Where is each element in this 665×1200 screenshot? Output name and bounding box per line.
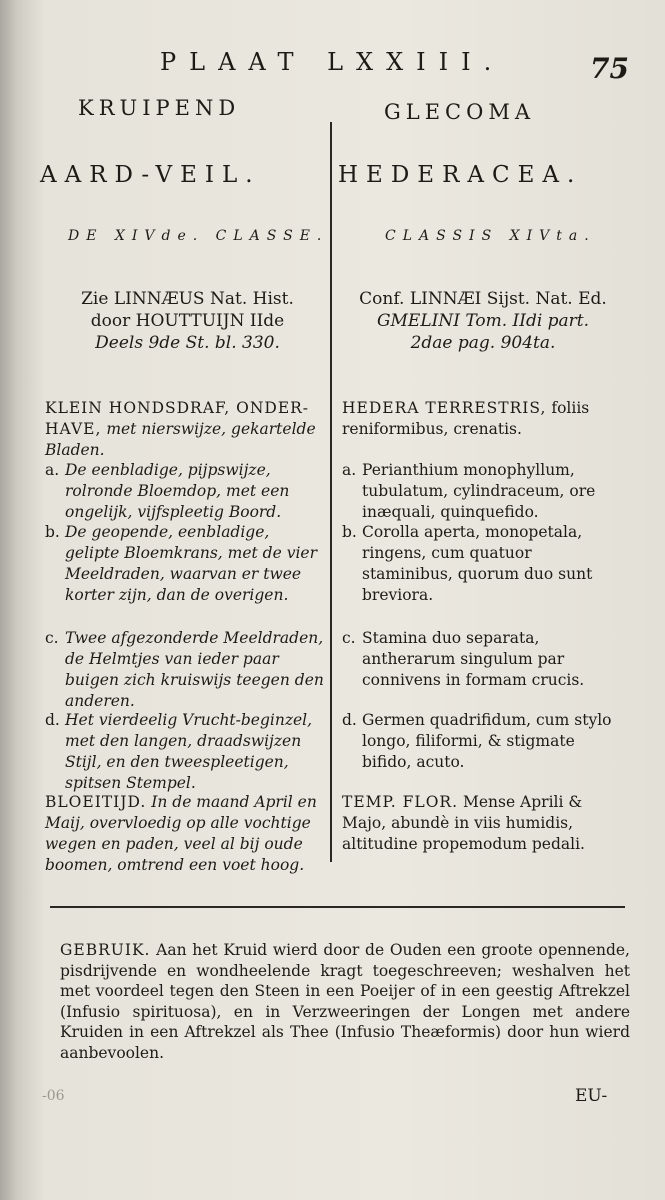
left-item — [45, 710, 325, 794]
item-label: a. — [45, 461, 60, 479]
left-reference-line: door HOUTTUIJN IIde — [90, 311, 285, 331]
item-text: De geopende, eenbladige, gelipte Bloemkrans, met de vier Meeldraden, waarvan er twee korter zijn, dan de overigen. — [65, 523, 317, 604]
right-reference — [338, 288, 628, 354]
left-item — [45, 628, 325, 712]
column-divider — [330, 122, 332, 862]
item-label: a. — [342, 461, 357, 479]
left-reference — [45, 288, 330, 354]
left-reference-line: Deels 9de St. bl. 330. — [95, 333, 280, 353]
item-text: Twee afgezonderde Meeldraden, de Helmtjes van ieder paar buigen zich kruiswijs teegen den anderen. — [65, 629, 324, 710]
bloeitijd-text: In de maand April en Maij, overvloedig op alle vochtige wegen en paden, veel al bij oude boomen, omtrend een voet hoog. — [45, 793, 317, 874]
item-label: c. — [45, 629, 59, 647]
left-item — [45, 522, 325, 606]
item-label: c. — [342, 629, 356, 647]
right-plant-name: HEDERA TERRESTRIS, — [342, 399, 547, 417]
right-item — [342, 460, 627, 523]
item-text: Perianthium monophyllum, tubulatum, cylindraceum, ore inæquali, quinquefido. — [362, 461, 596, 521]
right-title-line2: HEDERACEA. — [338, 162, 583, 188]
gebruik-paragraph — [60, 940, 630, 1063]
bloeitijd-label: BLOEITIJD. — [45, 793, 147, 811]
item-label: b. — [342, 523, 357, 541]
right-item — [342, 710, 627, 773]
item-text: Germen quadrifidum, cum stylo longo, filiformi, & stigmate bifido, acuto. — [362, 711, 612, 771]
right-item — [342, 522, 627, 606]
section-rule — [50, 906, 625, 908]
left-plant-name: KLEIN HONDSDRAF, ONDER-HAVE, — [45, 399, 310, 438]
item-label: d. — [342, 711, 357, 729]
right-description-text: foliis reniformibus, crenatis. — [342, 399, 590, 438]
right-reference-line: 2dae pag. 904ta. — [410, 333, 556, 353]
left-title-line1: KRUIPEND — [78, 96, 241, 120]
right-title-line1: GLECOMA — [384, 100, 536, 124]
left-classe: DE XIVde. CLASSE. — [68, 228, 329, 244]
left-description-text: met nierswijze, gekartelde Bladen. — [45, 420, 316, 459]
left-bloeitijd — [45, 792, 325, 876]
left-item — [45, 460, 325, 523]
right-description — [342, 398, 627, 440]
tempflor-text: Mense Aprili & Majo, abundè in viis humidis, altitudine propemodum pedali. — [342, 793, 585, 853]
tempflor-label: TEMP. FLOR. — [342, 793, 459, 811]
right-reference-line: Conf. LINNÆI Sijst. Nat. Ed. — [359, 289, 607, 309]
item-text: Corolla aperta, monopetala, ringens, cum quatuor staminibus, quorum duo sunt breviora. — [362, 523, 593, 604]
item-text: De eenbladige, pijpswijze, rolronde Bloemdop, met een ongelijk, vijfspleetig Boord. — [65, 461, 290, 521]
item-label: d. — [45, 711, 60, 729]
left-title-line2: AARD-VEIL. — [40, 162, 261, 188]
item-text: Stamina duo separata, antherarum singulum par connivens in formam crucis. — [362, 629, 585, 689]
running-title: PLAAT LXXIII. — [160, 48, 505, 76]
item-label: b. — [45, 523, 60, 541]
right-tempflor — [342, 792, 627, 855]
page-number: 75 — [590, 52, 629, 85]
right-item — [342, 628, 627, 691]
gebruik-label: GEBRUIK. — [60, 941, 151, 959]
signature-mark: -06 — [42, 1088, 65, 1104]
item-text: Het vierdeelig Vrucht-beginzel, met den langen, draadswijzen Stijl, en den tweespleetigen, spitsen Stempel. — [65, 711, 313, 792]
right-classe: CLASSIS XIVta. — [385, 228, 596, 244]
catchword: EU- — [575, 1086, 608, 1106]
right-reference-line: GMELINI Tom. IIdi part. — [376, 311, 590, 331]
left-reference-line: Zie LINNÆUS Nat. Hist. — [81, 289, 294, 309]
gebruik-text: Aan het Kruid wierd door de Ouden een groote opennende, pisdrijvende en wondheelende kragt toegeschreeven; weshalven het met voordeel tegen den Steen in een Poeijer of in een geestig Aftrekzel (Infusio spirituosa), en in Verzweeringen der Longen met andere Kruiden in een Aftrekzel als Thee (Infusio Theæformis) door hun wierd aanbevoolen. — [60, 941, 630, 1062]
left-description — [45, 398, 325, 461]
